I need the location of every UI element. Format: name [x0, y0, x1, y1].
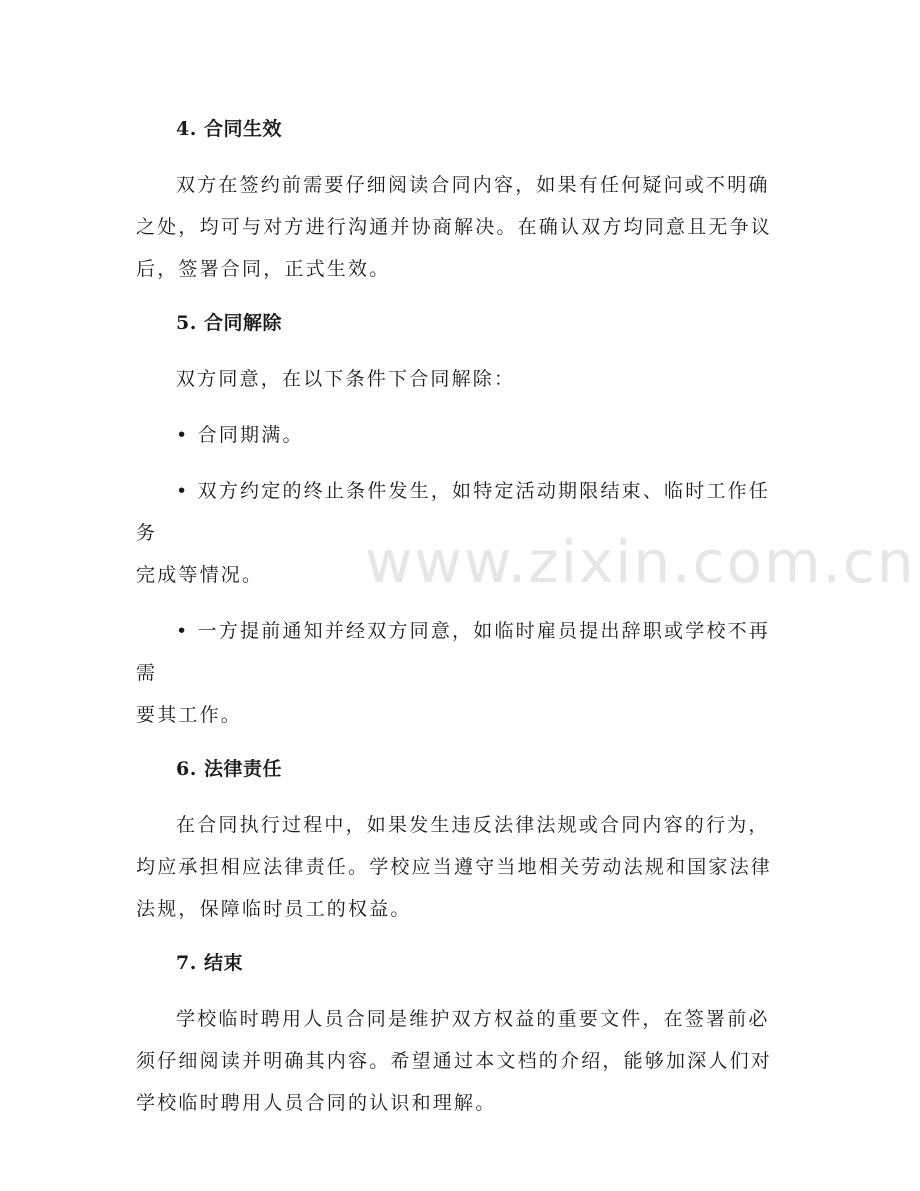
section-heading-termination: 5. 合同解除 [176, 312, 282, 334]
section-paragraph-liability [136, 804, 786, 930]
paragraph-line: 均应承担相应法律责任。学校应当遵守当地相关劳动法规和国家法律 [136, 856, 773, 878]
paragraph-line: 之处，均可与对方进行沟通并协商解决。在确认双方均同意且无争议 [136, 216, 773, 238]
paragraph-line: 学校临时聘用人员合同是维护双方权益的重要文件，在签署前必 [176, 1008, 770, 1030]
list-item-continuation: 完成等情况。 [136, 564, 264, 586]
paragraph-line: 在合同执行过程中，如果发生违反法律法规或合同内容的行为， [176, 814, 770, 836]
watermark: www.zixin.com.cn [365, 528, 916, 596]
paragraph-line: 学校临时聘用人员合同的认识和理解。 [136, 1092, 497, 1114]
section-heading-effect: 4. 合同生效 [176, 118, 282, 140]
section-heading-conclusion: 7. 结束 [176, 952, 243, 974]
paragraph-line: 双方在签约前需要仔细阅读合同内容，如果有任何疑问或不明确 [176, 174, 770, 196]
termination-bullet-list [136, 414, 786, 736]
document-body [136, 110, 786, 1124]
paragraph-line: 后，签署合同，正式生效。 [136, 258, 391, 280]
list-item: • 一方提前通知并经双方同意，如临时雇员提出辞职或学校不再需 [136, 620, 771, 684]
section-paragraph-effect [136, 164, 786, 290]
section-paragraph-conclusion [136, 998, 786, 1124]
list-item: • 合同期满。 [176, 424, 304, 446]
list-item: • 双方约定的终止条件发生，如特定活动期限结束、临时工作任务 [136, 480, 771, 544]
section-heading-liability: 6. 法律责任 [176, 758, 282, 780]
paragraph-line: 法规，保障临时员工的权益。 [136, 898, 412, 920]
termination-intro: 双方同意，在以下条件下合同解除： [176, 368, 516, 390]
list-item-continuation: 要其工作。 [136, 704, 243, 726]
paragraph-line: 须仔细阅读并明确其内容。希望通过本文档的介绍，能够加深人们对 [136, 1050, 773, 1072]
